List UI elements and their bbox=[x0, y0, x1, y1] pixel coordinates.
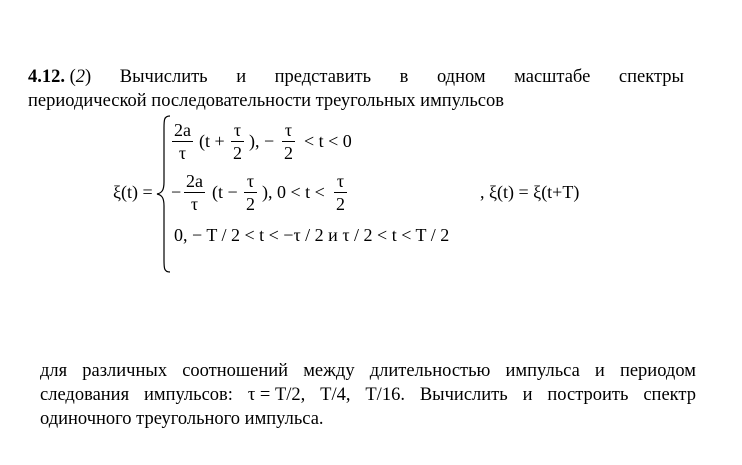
case2-frac-tau-2 bbox=[244, 171, 257, 214]
word: T/4, bbox=[320, 385, 351, 405]
problem-number: 4.12. bbox=[28, 67, 65, 87]
footer-line-1 bbox=[40, 360, 696, 382]
case2-part2: ), 0 < t < bbox=[262, 182, 325, 202]
case2-frac-2a-tau bbox=[184, 171, 205, 214]
word: и bbox=[594, 361, 605, 381]
numerator: τ bbox=[246, 171, 255, 191]
problem-line-2: периодической последовательности треугольных импульсов bbox=[28, 91, 504, 111]
numerator: 2a bbox=[186, 171, 203, 191]
word: импульса bbox=[505, 361, 580, 381]
word: периодом bbox=[619, 361, 696, 381]
word: спектры bbox=[618, 67, 684, 87]
formula-lhs: ξ(t) = bbox=[113, 182, 153, 202]
footer-line-2 bbox=[40, 384, 696, 406]
denominator: τ bbox=[190, 194, 199, 214]
word: импульсов: bbox=[143, 385, 233, 405]
periodic-condition: , ξ(t) = ξ(t+T) bbox=[480, 182, 580, 202]
denominator: τ bbox=[178, 143, 187, 163]
word: соотношений bbox=[182, 361, 289, 381]
case1-frac-tau-2 bbox=[231, 120, 244, 163]
word: построить bbox=[547, 385, 629, 405]
case2-minus: − bbox=[171, 182, 182, 202]
word: следования bbox=[40, 385, 130, 405]
word: τ = T/2, bbox=[247, 385, 306, 405]
word: различных bbox=[82, 361, 168, 381]
case3: 0, − T / 2 < t < −τ / 2 и τ / 2 < t < T / 2 bbox=[174, 225, 450, 245]
word: для bbox=[40, 361, 68, 381]
denominator: 2 bbox=[233, 143, 242, 163]
word: масштабе bbox=[514, 67, 591, 87]
word: и bbox=[522, 385, 533, 405]
case2-part1: (t − bbox=[212, 182, 238, 202]
word: T/16. bbox=[365, 385, 405, 405]
numerator: τ bbox=[336, 171, 345, 191]
denominator: 2 bbox=[284, 143, 293, 163]
problem-heading: 4.12. (2) bbox=[28, 67, 92, 87]
footer-line-3: одиночного треугольного импульса. bbox=[40, 409, 324, 429]
word: Вычислить bbox=[119, 67, 208, 87]
word: в bbox=[399, 67, 409, 87]
case1-part1: (t + bbox=[199, 131, 225, 151]
numerator: 2a bbox=[174, 120, 191, 140]
case1-condition: < t < 0 bbox=[304, 131, 352, 151]
case1-frac-2a-tau bbox=[172, 120, 193, 163]
denominator: 2 bbox=[246, 194, 255, 214]
denominator: 2 bbox=[336, 194, 345, 214]
word: спектр bbox=[643, 385, 696, 405]
case1-part2: ), − bbox=[249, 131, 275, 151]
case2-frac-tau-2b bbox=[334, 171, 347, 214]
word: между bbox=[303, 361, 355, 381]
word: представить bbox=[274, 67, 372, 87]
problem-line-1 bbox=[28, 66, 684, 88]
problem-difficulty: 2 bbox=[75, 67, 86, 87]
word: и bbox=[236, 67, 247, 87]
numerator: τ bbox=[284, 120, 293, 140]
word: длительностью bbox=[369, 361, 491, 381]
word: одном bbox=[436, 67, 486, 87]
word: Вычислить bbox=[419, 385, 508, 405]
case1-frac-tau-2b bbox=[282, 120, 295, 163]
numerator: τ bbox=[233, 120, 242, 140]
